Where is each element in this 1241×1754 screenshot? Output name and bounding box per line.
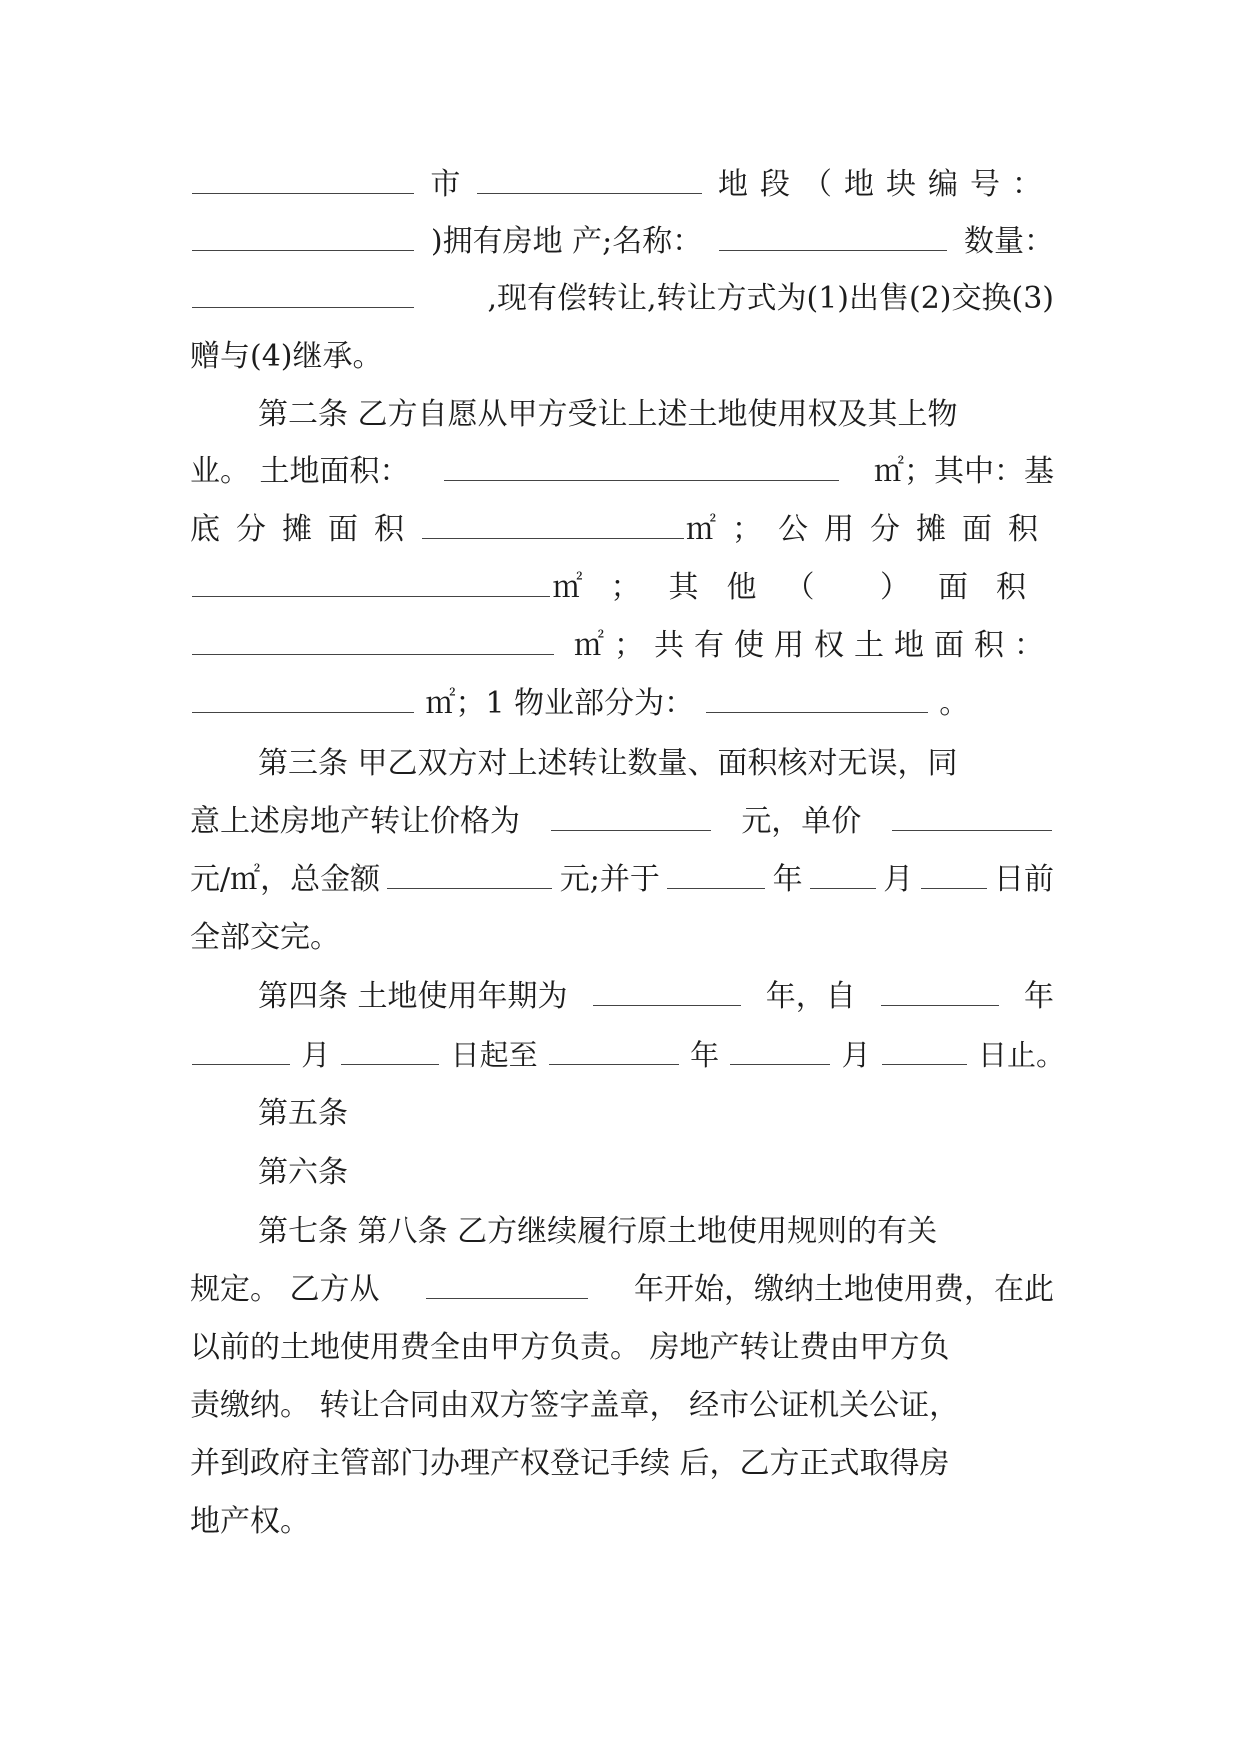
text-segment: 市 — [430, 167, 461, 202]
text-segment: 第七条 第八条 乙方继续履行原土地使用规则的有关 — [258, 1214, 938, 1249]
doc-line-4 — [190, 335, 1054, 379]
text-segment: ㎡；1 物业部分为： — [425, 686, 695, 721]
doc-line-2 — [190, 220, 1054, 264]
text-segment: 年开始，缴纳土地使用费，在此 — [633, 1272, 1054, 1307]
fill-blank[interactable] — [549, 1063, 679, 1065]
doc-line-12 — [190, 800, 1054, 844]
article-5-heading — [258, 1092, 1054, 1136]
article-3-heading-line — [258, 742, 1054, 786]
article-6-heading — [258, 1151, 1054, 1195]
text-segment: 并到政府主管部门办理产权登记手续 后，乙方正式取得房 — [190, 1446, 950, 1481]
text-segment: 日前 — [993, 862, 1054, 897]
text-segment: 第五条 — [258, 1096, 348, 1131]
text-segment: 底分摊面积 — [190, 512, 420, 547]
text-segment: 年 — [772, 862, 803, 897]
fill-blank[interactable] — [730, 1063, 830, 1065]
fill-blank[interactable] — [192, 711, 414, 713]
text-segment: 地段（地块编号： — [717, 167, 1054, 202]
fill-blank[interactable] — [192, 595, 550, 597]
fill-blank[interactable] — [387, 887, 552, 889]
fill-blank[interactable] — [667, 887, 765, 889]
fill-blank[interactable] — [444, 479, 839, 481]
text-segment: 第四条 土地使用年期为 — [258, 979, 568, 1014]
text-segment: ㎡；其中：基 — [873, 454, 1054, 489]
text-segment: 年 — [690, 1038, 720, 1072]
fill-blank[interactable] — [810, 887, 876, 889]
text-segment: ㎡；公用分摊面积 — [686, 512, 1054, 547]
text-segment: 业。 土地面积： — [190, 454, 410, 489]
text-segment: 第六条 — [258, 1155, 348, 1190]
doc-line-1 — [190, 163, 1054, 207]
text-segment: 年 — [1023, 979, 1054, 1014]
text-segment: 元;并于 — [559, 862, 660, 897]
text-segment: ,现有偿转让,转让方式为(1)出售(2)交换(3) — [487, 281, 1054, 316]
doc-line-24 — [190, 1500, 1054, 1544]
text-segment: 月 — [841, 1038, 871, 1072]
text-segment: ㎡；共有使用权土地面积： — [574, 628, 1054, 663]
text-segment: 第二条 乙方自愿从甲方受让上述土地使用权及其上物 — [258, 397, 958, 432]
text-segment: ㎡；其他（ ）面积 — [552, 570, 1054, 605]
text-segment: 意上述房地产转让价格为 — [190, 804, 520, 839]
text-segment: 第三条 甲乙双方对上述转让数量、面积核对无误，同 — [258, 746, 958, 781]
doc-line-22 — [190, 1384, 1054, 1428]
doc-line-23 — [190, 1442, 1054, 1486]
article-2-heading-line — [258, 393, 1054, 437]
article-7-8-heading-line — [258, 1210, 1054, 1254]
text-segment: 月 — [301, 1038, 331, 1072]
fill-blank[interactable] — [706, 711, 928, 713]
article-4-heading-line — [258, 975, 1054, 1019]
fill-blank[interactable] — [426, 1297, 588, 1299]
fill-blank[interactable] — [719, 249, 947, 251]
text-segment: 规定。 乙方从 — [190, 1272, 380, 1307]
doc-line-14 — [190, 916, 1054, 960]
doc-line-21 — [190, 1326, 1054, 1370]
text-segment: 数量： — [963, 224, 1054, 259]
text-segment: 全部交完。 — [190, 920, 340, 955]
doc-line-3 — [190, 277, 1054, 321]
text-segment: 责缴纳。 转让合同由双方签字盖章， 经市公证机关公证， — [190, 1388, 960, 1423]
fill-blank[interactable] — [593, 1004, 741, 1006]
doc-line-13 — [190, 858, 1054, 902]
fill-blank[interactable] — [881, 1004, 999, 1006]
fill-blank[interactable] — [882, 1063, 967, 1065]
text-segment: 地产权。 — [190, 1504, 310, 1539]
fill-blank[interactable] — [921, 887, 987, 889]
fill-blank[interactable] — [341, 1063, 439, 1065]
text-segment: 年，自 — [765, 979, 856, 1014]
text-segment: 以前的土地使用费全由甲方负责。 房地产转让费由甲方负 — [190, 1330, 950, 1365]
text-segment: )拥有房地 产;名称： — [430, 224, 703, 259]
doc-line-20 — [190, 1268, 1054, 1312]
doc-line-7 — [190, 508, 1054, 552]
text-segment: 日起至 — [450, 1038, 538, 1072]
text-segment: 日止。 — [978, 1038, 1066, 1072]
fill-blank[interactable] — [192, 192, 414, 194]
fill-blank[interactable] — [422, 537, 684, 539]
doc-line-16 — [190, 1033, 1066, 1077]
doc-line-8 — [190, 566, 1054, 610]
fill-blank[interactable] — [192, 653, 554, 655]
doc-line-6 — [190, 450, 1054, 494]
text-segment: 赠与(4)继承。 — [190, 339, 383, 374]
text-segment: 。 — [939, 686, 970, 721]
fill-blank[interactable] — [477, 192, 702, 194]
text-segment: 元/㎡，总金额 — [190, 862, 381, 897]
fill-blank[interactable] — [892, 829, 1052, 831]
fill-blank[interactable] — [192, 249, 414, 251]
doc-line-9 — [190, 624, 1054, 668]
fill-blank[interactable] — [192, 306, 414, 308]
text-segment: 元，单价 — [741, 804, 862, 839]
text-segment: 月 — [883, 862, 914, 897]
fill-blank[interactable] — [551, 829, 711, 831]
doc-line-10 — [190, 682, 1054, 726]
fill-blank[interactable] — [192, 1063, 290, 1065]
